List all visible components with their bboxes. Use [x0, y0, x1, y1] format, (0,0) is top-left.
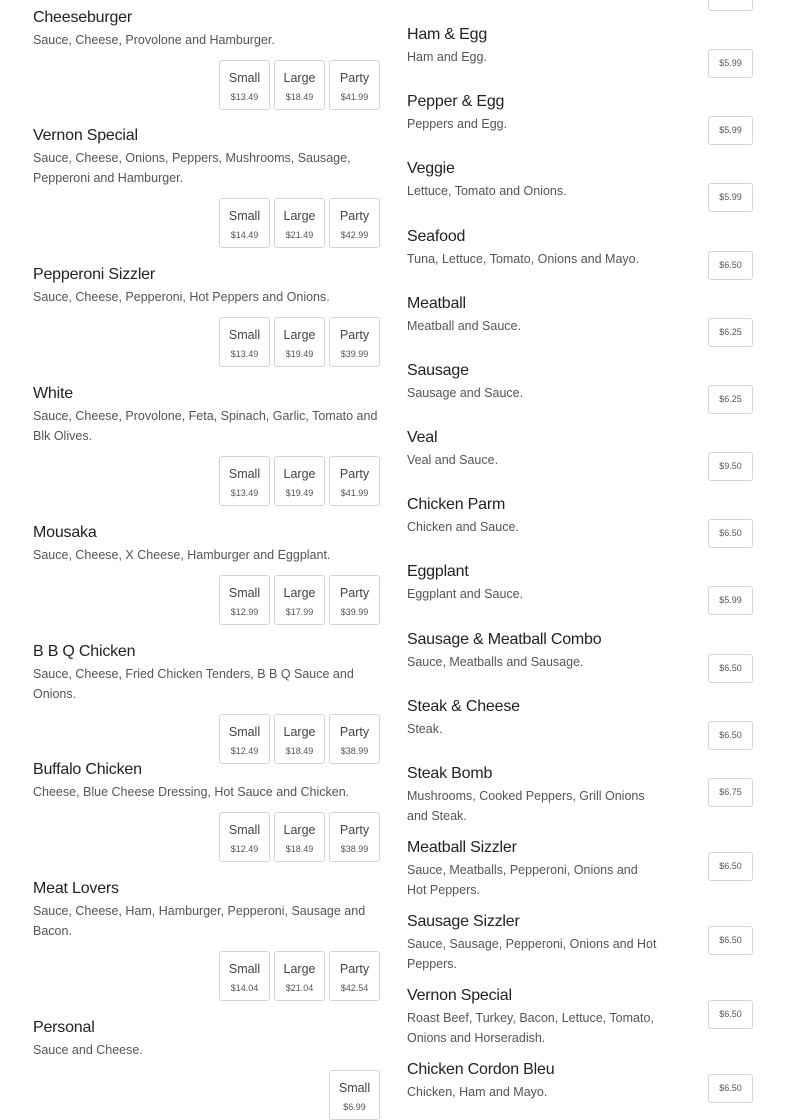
size-label: Small: [228, 467, 261, 481]
price-option-party[interactable]: [329, 456, 380, 506]
item-name: Meatball: [407, 295, 466, 312]
size-label: Large: [283, 962, 316, 976]
price-option[interactable]: $6.50: [708, 1000, 753, 1029]
price-options: [33, 714, 380, 764]
price-options: [33, 317, 380, 367]
price-value: $6.99: [343, 1102, 366, 1112]
price-option-small[interactable]: [219, 714, 270, 764]
menu-item-vernon-special: [407, 986, 753, 1048]
size-label: Party: [339, 725, 370, 739]
price-option-small[interactable]: [219, 317, 270, 367]
size-label: Large: [283, 586, 316, 600]
menu-item-meatball: [407, 294, 753, 336]
price-options: [33, 1070, 380, 1120]
item-name: Chicken Cordon Bleu: [407, 1061, 555, 1078]
size-label: Party: [339, 209, 370, 223]
price-option[interactable]: $5.99: [708, 183, 753, 212]
price-option-large[interactable]: [274, 575, 325, 625]
size-label: Large: [283, 71, 316, 85]
size-label: Party: [339, 71, 370, 85]
menu-item-cheeseburger: [33, 8, 380, 110]
price-option-large[interactable]: [274, 714, 325, 764]
price-options: [33, 60, 380, 110]
price-option-party[interactable]: [329, 198, 380, 248]
price-option-small[interactable]: [219, 812, 270, 862]
size-label: Party: [339, 586, 370, 600]
price-option-party[interactable]: [329, 575, 380, 625]
item-description: Sauce, Cheese, Pepperoni, Hot Peppers and Onions.: [33, 290, 330, 304]
price-options: [33, 198, 380, 248]
menu-item-steak-bomb: [407, 764, 753, 826]
price-option[interactable]: $6.50: [708, 1074, 753, 1103]
price-value: $38.99: [340, 844, 369, 854]
item-name: Sausage & Meatball Combo: [407, 631, 602, 648]
menu-item-mousaka: [33, 523, 380, 625]
item-name: Meatball Sizzler: [407, 839, 517, 856]
size-label: Party: [339, 467, 370, 481]
price-option[interactable]: $6.75: [708, 778, 753, 807]
price-value: $14.04: [230, 983, 259, 993]
price-value: $13.49: [230, 488, 259, 498]
item-name: Sausage Sizzler: [407, 913, 520, 930]
price-option-large[interactable]: [274, 198, 325, 248]
price-value: $21.04: [285, 983, 314, 993]
item-description: Ham and Egg.: [407, 50, 487, 64]
size-label: Large: [283, 467, 316, 481]
price-value: $21.49: [285, 230, 314, 240]
item-name: Veal: [407, 429, 438, 446]
price-option-small[interactable]: [219, 60, 270, 110]
price-value: $17.99: [285, 607, 314, 617]
item-description: Sauce, Sausage, Pepperoni, Onions and Hot Peppers.: [407, 937, 657, 971]
item-name: Ham & Egg: [407, 26, 488, 43]
item-name: Steak & Cheese: [407, 698, 520, 715]
price-option-large[interactable]: [274, 812, 325, 862]
size-label: Small: [228, 823, 261, 837]
price-value: $12.49: [230, 844, 259, 854]
item-name: Chicken Parm: [407, 496, 506, 513]
price-option[interactable]: $6.25: [708, 385, 753, 414]
menu-item-pepper-and-egg: [407, 92, 753, 134]
price-option[interactable]: $6.50: [708, 926, 753, 955]
size-label: Small: [228, 209, 261, 223]
price-value: $14.49: [230, 230, 259, 240]
price-value: $38.99: [340, 746, 369, 756]
menu-item-veal: [407, 428, 753, 470]
item-name: Eggplant: [407, 563, 469, 580]
price-value: $39.99: [340, 607, 369, 617]
item-name: Vernon Special: [407, 987, 512, 1004]
menu-item-sausage-and-meatball-combo: [407, 630, 753, 672]
menu-item-sausage: [407, 361, 753, 403]
item-description: Sauce, Cheese, Onions, Peppers, Mushrooms, Sausage, Pepperoni and Hamburger.: [33, 151, 351, 185]
item-description: Meatball and Sauce.: [407, 319, 521, 333]
price-option-party[interactable]: [329, 317, 380, 367]
menu-item-white: [33, 384, 380, 506]
price-option[interactable]: $6.50: [708, 251, 753, 280]
price-value: $18.49: [285, 746, 314, 756]
item-description: Chicken and Sauce.: [407, 520, 519, 534]
price-option[interactable]: $9.50: [708, 452, 753, 481]
item-description: Tuna, Lettuce, Tomato, Onions and Mayo.: [407, 252, 640, 266]
price-value: $12.99: [230, 607, 259, 617]
partial-price-box: [708, 0, 753, 11]
size-label: Party: [339, 823, 370, 837]
price-option-large[interactable]: [274, 951, 325, 1001]
item-description: Veal and Sauce.: [407, 453, 499, 467]
menu-item-ham-and-egg: [407, 25, 753, 67]
price-value: $41.99: [340, 92, 369, 102]
menu-item-veggie: [407, 159, 753, 201]
menu-item-eggplant: [407, 562, 753, 604]
price-option[interactable]: $5.99: [708, 586, 753, 615]
item-description: Lettuce, Tomato and Onions.: [407, 184, 567, 198]
menu-item-chicken-parm: [407, 495, 753, 537]
menu-item-meat-lovers: [33, 879, 380, 1001]
item-description: Peppers and Egg.: [407, 117, 508, 131]
menu-item-personal: [33, 1018, 380, 1120]
size-label: Small: [228, 586, 261, 600]
menu-item-chicken-cordon-bleu: [407, 1060, 753, 1102]
price-option[interactable]: $5.99: [708, 116, 753, 145]
price-value: $42.54: [340, 983, 369, 993]
item-name: Cheeseburger: [33, 9, 132, 26]
price-option[interactable]: $6.50: [708, 519, 753, 548]
menu-item-meatball-sizzler: [407, 838, 753, 900]
size-label: Party: [339, 328, 370, 342]
price-option[interactable]: $6.25: [708, 318, 753, 347]
price-value: $18.49: [285, 92, 314, 102]
item-name: Pepper & Egg: [407, 93, 505, 110]
price-options: [33, 456, 380, 506]
item-name: Sausage: [407, 362, 469, 379]
size-label: Party: [339, 962, 370, 976]
price-value: $19.49: [285, 488, 314, 498]
price-option-party[interactable]: [329, 60, 380, 110]
size-label: Large: [283, 209, 316, 223]
price-value: $12.49: [230, 746, 259, 756]
item-name: Personal: [33, 1019, 95, 1036]
item-name: Buffalo Chicken: [33, 761, 142, 778]
item-name: Meat Lovers: [33, 880, 119, 897]
item-description: Sauce, Cheese, Provolone and Hamburger.: [33, 33, 275, 47]
item-name: B B Q Chicken: [33, 643, 136, 660]
item-description: Sauce, Cheese, Ham, Hamburger, Pepperoni, Sausage and Bacon.: [33, 904, 366, 938]
item-description: Roast Beef, Turkey, Bacon, Lettuce, Tomato, Onions and Horseradish.: [407, 1011, 654, 1045]
price-option-small[interactable]: [219, 456, 270, 506]
size-label: Small: [228, 962, 261, 976]
size-label: Small: [338, 1081, 371, 1095]
price-option-party[interactable]: [329, 951, 380, 1001]
item-description: Sauce, Meatballs, Pepperoni, Onions and Hot Peppers.: [407, 863, 638, 897]
item-description: Steak.: [407, 722, 443, 736]
size-label: Small: [228, 725, 261, 739]
item-name: Steak Bomb: [407, 765, 493, 782]
price-option-small[interactable]: [219, 951, 270, 1001]
price-option-small[interactable]: [329, 1070, 380, 1120]
item-description: Chicken, Ham and Mayo.: [407, 1085, 548, 1099]
item-name: Pepperoni Sizzler: [33, 266, 155, 283]
item-description: Sausage and Sauce.: [407, 386, 524, 400]
menu-item-b-b-q-chicken: [33, 642, 380, 764]
item-name: Seafood: [407, 228, 466, 245]
price-option-large[interactable]: [274, 60, 325, 110]
price-option-small[interactable]: [219, 198, 270, 248]
price-option[interactable]: $6.50: [708, 721, 753, 750]
price-option-party[interactable]: [329, 812, 380, 862]
price-option-large[interactable]: [274, 317, 325, 367]
size-label: Large: [283, 725, 316, 739]
item-description: Eggplant and Sauce.: [407, 587, 524, 601]
size-label: Small: [228, 71, 261, 85]
size-label: Small: [228, 328, 261, 342]
size-label: Large: [283, 328, 316, 342]
price-option[interactable]: $5.99: [708, 49, 753, 78]
price-value: $41.99: [340, 488, 369, 498]
price-option[interactable]: $6.50: [708, 852, 753, 881]
item-description: Mushrooms, Cooked Peppers, Grill Onions and Steak.: [407, 789, 645, 823]
item-name: Mousaka: [33, 524, 97, 541]
price-value: $18.49: [285, 844, 314, 854]
price-value: $13.49: [230, 92, 259, 102]
item-description: Sauce, Cheese, Provolone, Feta, Spinach, Garlic, Tomato and Blk Olives.: [33, 409, 378, 443]
menu-item-buffalo-chicken: [33, 760, 380, 862]
price-option-party[interactable]: [329, 714, 380, 764]
menu-item-sausage-sizzler: [407, 912, 753, 974]
menu-item-steak-and-cheese: [407, 697, 753, 739]
item-description: Sauce, Cheese, X Cheese, Hamburger and Eggplant.: [33, 548, 331, 562]
price-value: $39.99: [340, 349, 369, 359]
item-description: Cheese, Blue Cheese Dressing, Hot Sauce and Chicken.: [33, 785, 350, 799]
item-name: White: [33, 385, 73, 402]
price-value: $13.49: [230, 349, 259, 359]
item-description: Sauce and Cheese.: [33, 1043, 143, 1057]
menu-item-seafood: [407, 227, 753, 269]
menu-item-pepperoni-sizzler: [33, 265, 380, 367]
item-name: Veggie: [407, 160, 455, 177]
item-name: Vernon Special: [33, 127, 138, 144]
price-options: [33, 575, 380, 625]
price-options: [33, 951, 380, 1001]
price-value: $19.49: [285, 349, 314, 359]
price-option[interactable]: $6.50: [708, 654, 753, 683]
item-description: Sauce, Cheese, Fried Chicken Tenders, B B Q Sauce and Onions.: [33, 667, 354, 701]
size-label: Large: [283, 823, 316, 837]
item-description: Sauce, Meatballs and Sausage.: [407, 655, 584, 669]
price-options: [33, 812, 380, 862]
price-option-small[interactable]: [219, 575, 270, 625]
price-option-large[interactable]: [274, 456, 325, 506]
menu-item-vernon-special: [33, 126, 380, 248]
price-value: $42.99: [340, 230, 369, 240]
